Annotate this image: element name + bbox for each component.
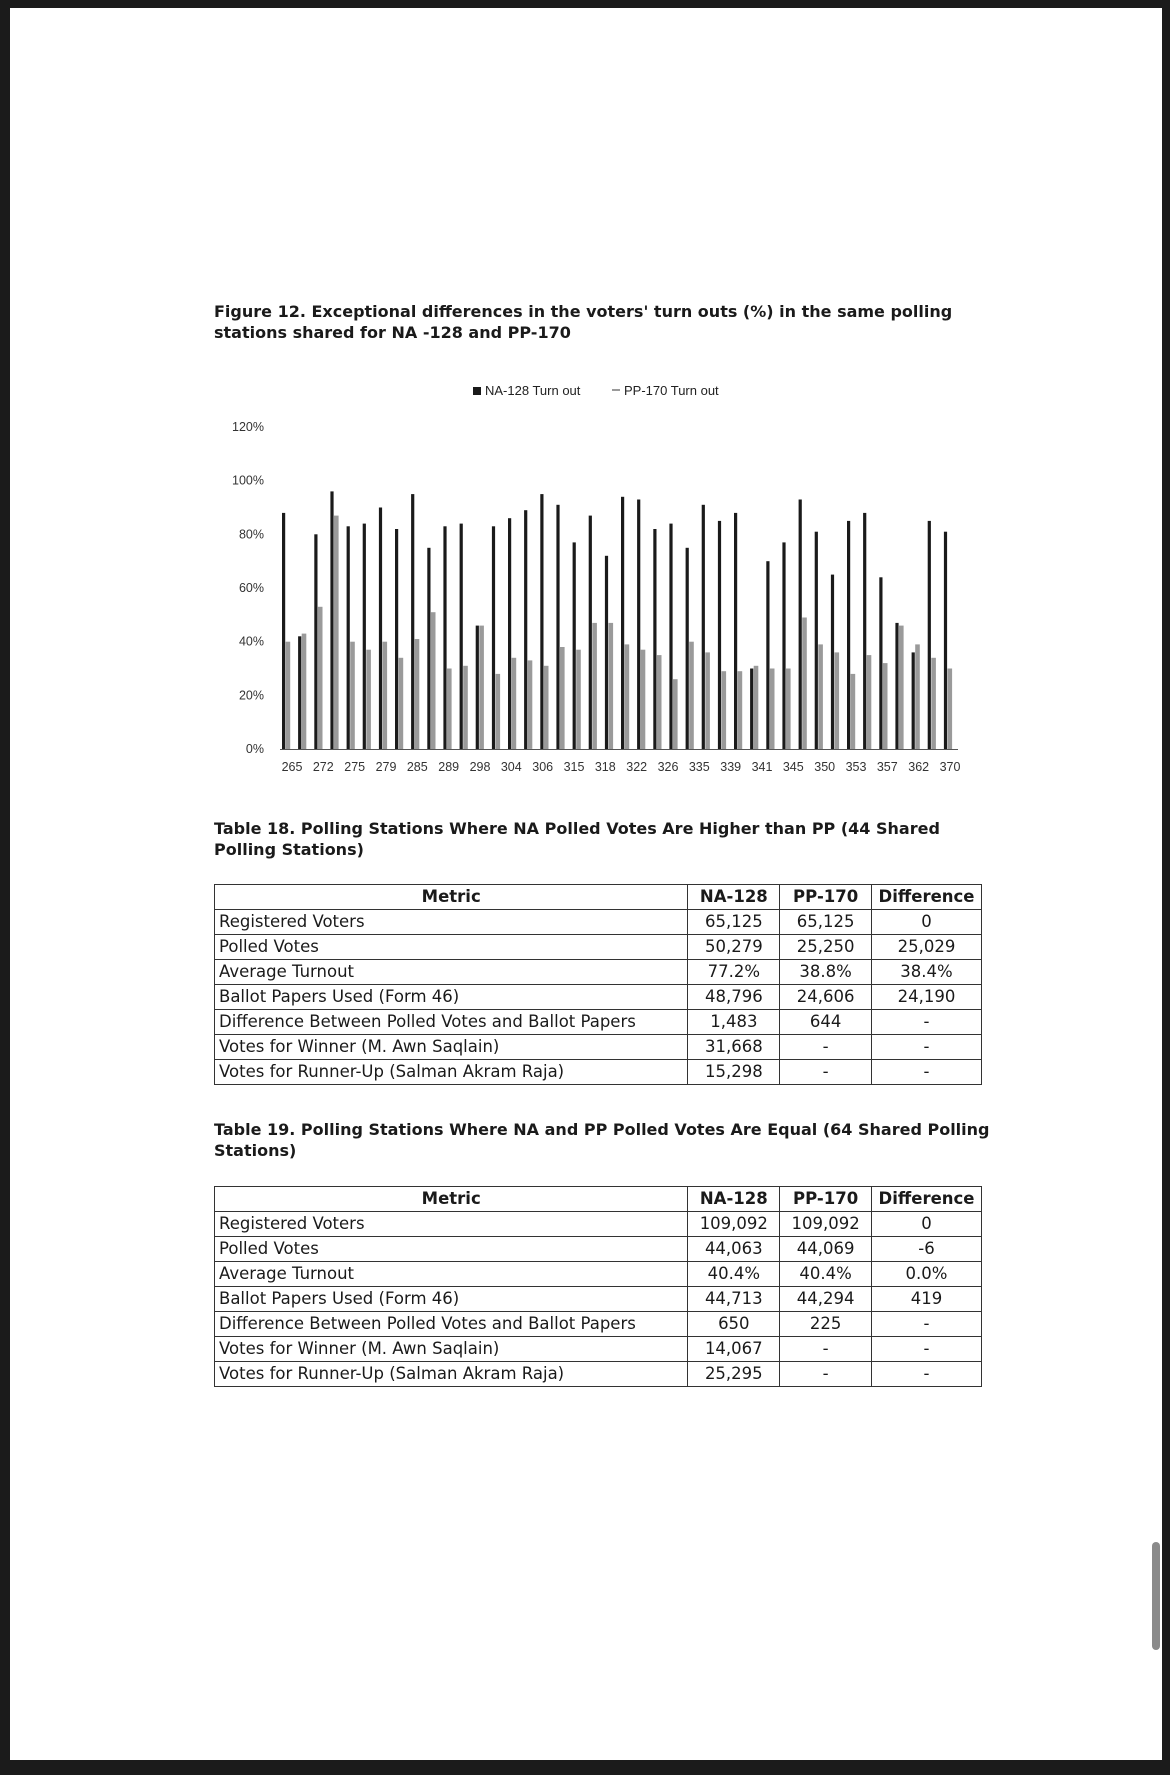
x-tick-label: 341 <box>751 760 773 774</box>
na128-bar <box>944 532 947 749</box>
y-tick-label: 20% <box>238 688 264 703</box>
table19-header-na128: NA-128 <box>688 1187 780 1212</box>
pp170-bar <box>948 669 953 750</box>
pp170-bar <box>770 669 775 750</box>
na128-bar <box>605 556 608 749</box>
x-tick-label: 298 <box>469 760 491 774</box>
pp170-bar <box>931 658 936 749</box>
table19-header-difference: Difference <box>872 1187 982 1212</box>
na128-bar <box>573 542 576 749</box>
na128-bar <box>686 548 689 749</box>
na128-bar <box>750 669 753 750</box>
pp170-bar <box>689 642 694 749</box>
table-cell: 77.2% <box>688 960 780 985</box>
pp170-bar <box>576 650 581 749</box>
table-cell: - <box>872 1337 982 1362</box>
table-cell: 40.4% <box>780 1262 872 1287</box>
table-cell: 0.0% <box>872 1262 982 1287</box>
table-cell: 65,125 <box>780 910 872 935</box>
chart-svg <box>214 386 1004 786</box>
x-tick-label: 345 <box>782 760 804 774</box>
table-cell: - <box>780 1337 872 1362</box>
pp170-bar <box>754 666 759 749</box>
row-label: Average Turnout <box>215 960 688 985</box>
row-label: Registered Voters <box>215 910 688 935</box>
table-cell: 109,092 <box>780 1212 872 1237</box>
y-tick-label: 60% <box>238 581 264 595</box>
table18-caption: Table 18. Polling Stations Where NA Polled Votes Are Higher than PP (44 Shared Polling Stations) <box>214 819 940 859</box>
pp170-bar <box>302 634 307 749</box>
table-row <box>215 910 982 935</box>
table-cell: 25,250 <box>780 935 872 960</box>
table-cell: - <box>872 1010 982 1035</box>
table18-header-na128: NA-128 <box>688 885 780 910</box>
x-tick-label: 289 <box>438 760 460 774</box>
pp170-bar <box>463 666 468 749</box>
na128-bar <box>411 494 414 749</box>
table-row <box>215 985 982 1010</box>
table-cell: - <box>780 1035 872 1060</box>
row-label: Average Turnout <box>215 1262 688 1287</box>
na128-bar <box>556 505 559 749</box>
table-cell: 24,606 <box>780 985 872 1010</box>
table-row <box>215 935 982 960</box>
table-cell: 25,029 <box>872 935 982 960</box>
na128-bar <box>314 534 317 749</box>
table-cell: 644 <box>780 1010 872 1035</box>
na128-bar <box>653 529 656 749</box>
table-cell: 109,092 <box>688 1212 780 1237</box>
x-tick-label: 275 <box>344 760 366 774</box>
na128-bar <box>734 513 737 749</box>
pp170-bar <box>851 674 856 749</box>
table-cell: 0 <box>872 910 982 935</box>
na128-bar <box>395 529 398 749</box>
row-label: Votes for Runner-Up (Salman Akram Raja) <box>215 1362 688 1387</box>
scrollbar-thumb[interactable] <box>1152 1542 1160 1650</box>
row-label: Difference Between Polled Votes and Ballot Papers <box>215 1010 688 1035</box>
pp170-bar <box>286 642 291 749</box>
row-label: Polled Votes <box>215 935 688 960</box>
table-cell: 50,279 <box>688 935 780 960</box>
table-row <box>215 1212 982 1237</box>
table-cell: 24,190 <box>872 985 982 1010</box>
na128-bar <box>282 513 285 749</box>
y-tick-label: 40% <box>238 634 264 649</box>
row-label: Votes for Runner-Up (Salman Akram Raja) <box>215 1060 688 1085</box>
pp170-bar <box>818 644 823 749</box>
x-tick-label: 285 <box>406 760 428 774</box>
pp170-bar <box>786 669 791 750</box>
na128-bar <box>847 521 850 749</box>
na128-bar <box>524 510 527 749</box>
table-cell: 48,796 <box>688 985 780 1010</box>
turnout-bar-chart <box>214 386 1004 786</box>
pp170-bar <box>560 647 565 749</box>
legend-label-pp170: PP-170 Turn out <box>624 386 719 398</box>
row-label: Ballot Papers Used (Form 46) <box>215 985 688 1010</box>
table-cell: 1,483 <box>688 1010 780 1035</box>
pp170-bar <box>399 658 404 749</box>
table19-header-pp170: PP-170 <box>780 1187 872 1212</box>
x-tick-label: 339 <box>720 760 742 774</box>
legend-swatch-na128 <box>473 387 481 395</box>
na128-bar <box>363 524 366 749</box>
na128-bar <box>799 500 802 750</box>
pp170-bar <box>657 655 662 749</box>
table-row <box>215 1312 982 1337</box>
x-tick-label: 315 <box>563 760 585 774</box>
table-cell: 225 <box>780 1312 872 1337</box>
pp170-bar <box>350 642 355 749</box>
na128-bar <box>347 526 350 749</box>
na128-bar <box>766 561 769 749</box>
pp170-bar <box>447 669 452 750</box>
table-cell: - <box>872 1362 982 1387</box>
pp170-bar <box>883 663 888 749</box>
table18-header-pp170: PP-170 <box>780 885 872 910</box>
table-row <box>215 1362 982 1387</box>
pp170-bar <box>722 671 727 749</box>
table-row <box>215 1262 982 1287</box>
x-tick-label: 279 <box>375 760 397 774</box>
pp170-bar <box>641 650 646 749</box>
pp170-bar <box>673 679 678 749</box>
row-label: Ballot Papers Used (Form 46) <box>215 1287 688 1312</box>
table-cell: 31,668 <box>688 1035 780 1060</box>
table-cell: 15,298 <box>688 1060 780 1085</box>
table-row <box>215 960 982 985</box>
pp170-bar <box>528 660 533 749</box>
na128-bar <box>718 521 721 749</box>
legend-label-na128: NA-128 Turn out <box>485 386 581 398</box>
pp170-bar <box>915 644 920 749</box>
table-row <box>215 1337 982 1362</box>
na128-bar <box>669 524 672 749</box>
table-cell: - <box>872 1060 982 1085</box>
pp170-bar <box>431 612 436 749</box>
na128-bar <box>330 491 333 749</box>
x-tick-label: 335 <box>688 760 710 774</box>
na128-bar <box>540 494 543 749</box>
row-label: Votes for Winner (M. Awn Saqlain) <box>215 1035 688 1060</box>
na128-bar <box>443 526 446 749</box>
na128-bar <box>702 505 705 749</box>
na128-bar <box>460 524 463 749</box>
na128-bar <box>492 526 495 749</box>
pp170-bar <box>592 623 597 749</box>
na128-bar <box>782 542 785 749</box>
table19 <box>214 1186 982 1387</box>
table-cell: 44,294 <box>780 1287 872 1312</box>
table-row <box>215 1287 982 1312</box>
na128-bar <box>508 518 511 749</box>
x-tick-label: 370 <box>939 760 961 774</box>
table-cell: 650 <box>688 1312 780 1337</box>
figure-caption: Figure 12. Exceptional differences in the voters' turn outs (%) in the same polling stations shared for NA -128 and PP-170 <box>214 302 953 342</box>
table-cell: -6 <box>872 1237 982 1262</box>
na128-bar <box>863 513 866 749</box>
x-tick-label: 306 <box>532 760 554 774</box>
na128-bar <box>476 626 479 749</box>
pp170-bar <box>835 652 840 749</box>
x-tick-label: 265 <box>281 760 303 774</box>
table-cell: - <box>872 1312 982 1337</box>
na128-bar <box>895 623 898 749</box>
table18-header-metric: Metric <box>215 885 688 910</box>
na128-bar <box>637 500 640 750</box>
pp170-bar <box>738 671 743 749</box>
na128-bar <box>879 577 882 749</box>
legend-swatch-pp170 <box>612 389 620 391</box>
table-cell: 419 <box>872 1287 982 1312</box>
table-row <box>215 1035 982 1060</box>
na128-bar <box>621 497 624 749</box>
scrollbar-track[interactable] <box>1151 8 1162 1760</box>
table-cell: 44,063 <box>688 1237 780 1262</box>
y-tick-label: 120% <box>232 420 264 434</box>
table19-header-metric: Metric <box>215 1187 688 1212</box>
table19-caption: Table 19. Polling Stations Where NA and PP Polled Votes Are Equal (64 Shared Polling Stations) <box>214 1120 990 1160</box>
na128-bar <box>928 521 931 749</box>
table-cell: 0 <box>872 1212 982 1237</box>
pp170-bar <box>512 658 517 749</box>
pp170-bar <box>867 655 872 749</box>
na128-bar <box>815 532 818 749</box>
pp170-bar <box>496 674 501 749</box>
x-tick-label: 318 <box>594 760 616 774</box>
pp170-bar <box>899 626 904 749</box>
x-tick-label: 350 <box>814 760 836 774</box>
na128-bar <box>831 575 834 749</box>
na128-bar <box>379 508 382 750</box>
y-tick-label: 100% <box>232 473 264 488</box>
table-cell: 44,069 <box>780 1237 872 1262</box>
table-row <box>215 1010 982 1035</box>
x-tick-label: 362 <box>908 760 930 774</box>
table-cell: 65,125 <box>688 910 780 935</box>
table-cell: 14,067 <box>688 1337 780 1362</box>
row-label: Registered Voters <box>215 1212 688 1237</box>
na128-bar <box>427 548 430 749</box>
table-cell: 44,713 <box>688 1287 780 1312</box>
x-tick-label: 322 <box>626 760 648 774</box>
table-cell: 25,295 <box>688 1362 780 1387</box>
pp170-bar <box>383 642 388 749</box>
pp170-bar <box>609 623 614 749</box>
pp170-bar <box>318 607 323 749</box>
document-page <box>10 8 1162 1760</box>
x-tick-label: 272 <box>312 760 334 774</box>
pp170-bar <box>334 516 339 749</box>
x-tick-label: 326 <box>657 760 679 774</box>
table18 <box>214 884 982 1085</box>
pp170-bar <box>705 652 710 749</box>
pp170-bar <box>366 650 371 749</box>
row-label: Polled Votes <box>215 1237 688 1262</box>
table-cell: 38.8% <box>780 960 872 985</box>
row-label: Difference Between Polled Votes and Ballot Papers <box>215 1312 688 1337</box>
x-tick-label: 357 <box>876 760 898 774</box>
table-row <box>215 1237 982 1262</box>
x-tick-label: 353 <box>845 760 867 774</box>
table-cell: - <box>872 1035 982 1060</box>
x-tick-label: 304 <box>500 760 522 774</box>
na128-bar <box>912 652 915 749</box>
y-tick-label: 0% <box>245 742 264 756</box>
pp170-bar <box>479 626 484 749</box>
table-cell: - <box>780 1362 872 1387</box>
table-cell: - <box>780 1060 872 1085</box>
pp170-bar <box>802 618 807 750</box>
pp170-bar <box>544 666 549 749</box>
pp170-bar <box>415 639 420 749</box>
pp170-bar <box>625 644 630 749</box>
table-cell: 40.4% <box>688 1262 780 1287</box>
table-row <box>215 1060 982 1085</box>
y-tick-label: 80% <box>238 527 264 542</box>
row-label: Votes for Winner (M. Awn Saqlain) <box>215 1337 688 1362</box>
na128-bar <box>589 516 592 749</box>
na128-bar <box>298 636 301 749</box>
table-cell: 38.4% <box>872 960 982 985</box>
table18-header-difference: Difference <box>872 885 982 910</box>
